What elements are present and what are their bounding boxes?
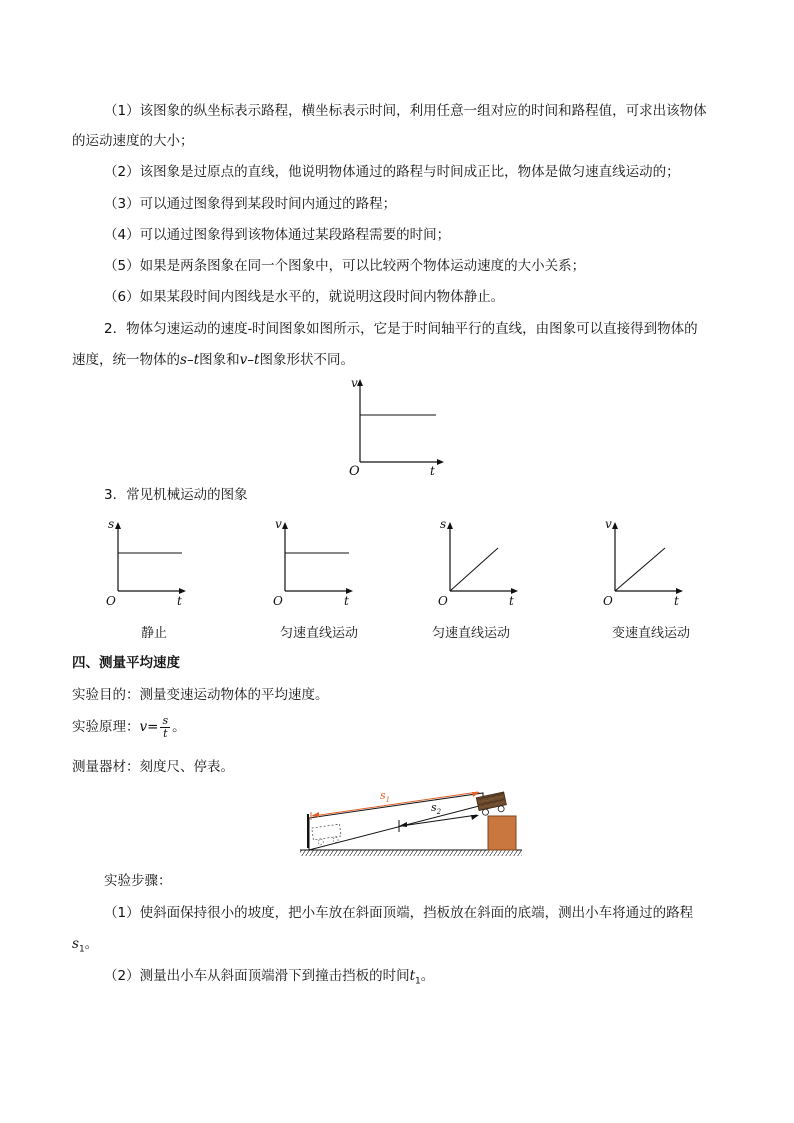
- purpose-line: 实验目的：测量变速运动物体的平均速度。: [72, 687, 329, 703]
- list-text: 如果某段时间内图线是水平的，就说明这段时间内物体静止。: [139, 289, 505, 305]
- subscript: 1: [415, 976, 421, 987]
- dash: –: [186, 352, 194, 368]
- support-block: [488, 816, 516, 850]
- var-t: t: [193, 352, 200, 368]
- list-num: （3）: [104, 196, 140, 212]
- list-num: （5）: [104, 258, 140, 274]
- period: 。: [172, 719, 186, 735]
- incline-plane: [309, 793, 483, 850]
- x-axis-label: t: [509, 594, 514, 608]
- y-axis-arrow: [612, 522, 618, 529]
- graph-label-3: 匀速直线运动: [432, 626, 511, 641]
- x-axis-arrow: [437, 459, 444, 465]
- list-item-1: [104, 102, 707, 120]
- list-item-6: [104, 288, 504, 306]
- step2-line: [104, 967, 434, 991]
- origin-label: O: [349, 464, 360, 479]
- graph-static: [100, 518, 190, 608]
- var-s: s: [180, 352, 187, 368]
- list-text: 可以通过图象得到某段时间内通过的路程；: [139, 196, 397, 212]
- origin-label: O: [273, 594, 283, 608]
- y-axis-arrow: [282, 522, 288, 529]
- var-s: s: [72, 936, 79, 952]
- origin-label: O: [438, 594, 448, 608]
- list-item-1-cont: [72, 132, 194, 150]
- list-num: （1）: [104, 103, 140, 119]
- vt-graph: [340, 375, 450, 480]
- list-num: （6）: [104, 289, 140, 305]
- ground-hatch: [300, 850, 522, 856]
- steps-heading: 实验步骤：: [104, 873, 172, 889]
- y-axis-label: v: [275, 518, 282, 531]
- step2-text: （2）测量出小车从斜面顶端滑下到撞击挡板的时间: [104, 968, 410, 984]
- x-axis-label: t: [430, 464, 435, 478]
- list-text: 如果是两条图象在同一个图象中，可以比较两个物体运动速度的大小关系；: [139, 258, 586, 274]
- x-axis-label: t: [177, 594, 182, 608]
- step1-cont: [72, 935, 98, 959]
- item2-dash: -: [247, 321, 253, 337]
- period: 。: [420, 968, 435, 984]
- var-t: t: [409, 968, 416, 984]
- frac-numerator: s: [162, 713, 169, 727]
- x-axis-label: t: [344, 594, 349, 608]
- x-axis-label: t: [674, 594, 679, 608]
- step1-line: [104, 904, 693, 922]
- y-axis-arrow: [115, 522, 121, 529]
- graph-uniform-st: [432, 518, 522, 608]
- item2-text: 时间图象如图所示，它是于时间轴平行的直线，由图象可以直接得到物体的: [252, 321, 698, 337]
- item2-text: 图象和: [199, 352, 240, 368]
- var-t: t: [254, 352, 260, 368]
- s1-label: $s_1$: [380, 789, 391, 804]
- var-v: v: [239, 352, 248, 368]
- y-axis-label: v: [351, 376, 358, 390]
- principle-line: [72, 712, 186, 742]
- list-text: 该图象是过原点的直线，他说明物体通过的路程与时间成正比，物体是做匀速直线运动的；: [139, 164, 680, 180]
- list-item-5: [104, 257, 585, 275]
- graph-line: [450, 548, 498, 591]
- graph-label-1: 静止: [141, 626, 168, 641]
- item3-heading: 3．常见机械运动的图象: [104, 487, 248, 503]
- principle-label: 实验原理：: [72, 719, 140, 735]
- equals: =: [147, 719, 159, 735]
- y-axis-arrow: [357, 379, 363, 386]
- list-text: 可以通过图象得到该物体通过某段路程需要的时间；: [139, 227, 451, 243]
- list-num: （2）: [104, 164, 140, 180]
- materials-line: 测量器材：刻度尺、停表。: [72, 759, 234, 775]
- graph-label-4: 变速直线运动: [612, 626, 691, 641]
- dash: –: [247, 352, 255, 368]
- period: 。: [84, 936, 99, 952]
- list-item-2: [104, 163, 680, 181]
- s2-arrow-right: [471, 815, 479, 820]
- list-item-3: [104, 195, 396, 213]
- item2-line1: [104, 320, 698, 338]
- y-axis-label: s: [440, 518, 447, 531]
- graph-label-2: 匀速直线运动: [280, 626, 359, 641]
- section4-heading: 四、测量平均速度: [72, 655, 180, 671]
- graph-variable-vt: [597, 518, 687, 608]
- s1-arrow-left: [311, 812, 319, 817]
- origin-label: O: [603, 594, 613, 608]
- graph-line: [615, 548, 665, 591]
- fraction: [160, 715, 170, 740]
- y-axis-label: s: [108, 518, 115, 531]
- step1-text: （1）使斜面保持很小的坡度，把小车放在斜面顶端，挡板放在斜面的底端，测出小车将通过的路程: [104, 905, 694, 921]
- y-axis-arrow: [447, 522, 453, 529]
- var-v: v: [139, 719, 148, 735]
- item2-line2: [72, 351, 354, 369]
- list-num: （4）: [104, 227, 140, 243]
- y-axis-label: v: [605, 518, 612, 531]
- subscript: 1: [78, 944, 85, 955]
- s2-label: $s_2$: [431, 801, 442, 816]
- incline-diagram: [295, 782, 535, 862]
- list-item-4: [104, 226, 450, 244]
- origin-label: O: [106, 594, 116, 608]
- list-text: 该图象的纵坐标表示路程，横坐标表示时间，利用任意一组对应的时间和路程值，可求出该物体: [139, 103, 707, 119]
- item2-text: 2．物体匀速运动的速度: [104, 321, 248, 337]
- item2-text: 图象形状不同。: [259, 352, 354, 368]
- graph-uniform-vt: [267, 518, 357, 608]
- frac-denominator: t: [163, 726, 168, 740]
- item2-text: 速度，统一物体的: [72, 352, 180, 368]
- list-text-cont: 的运动速度的大小；: [72, 133, 194, 149]
